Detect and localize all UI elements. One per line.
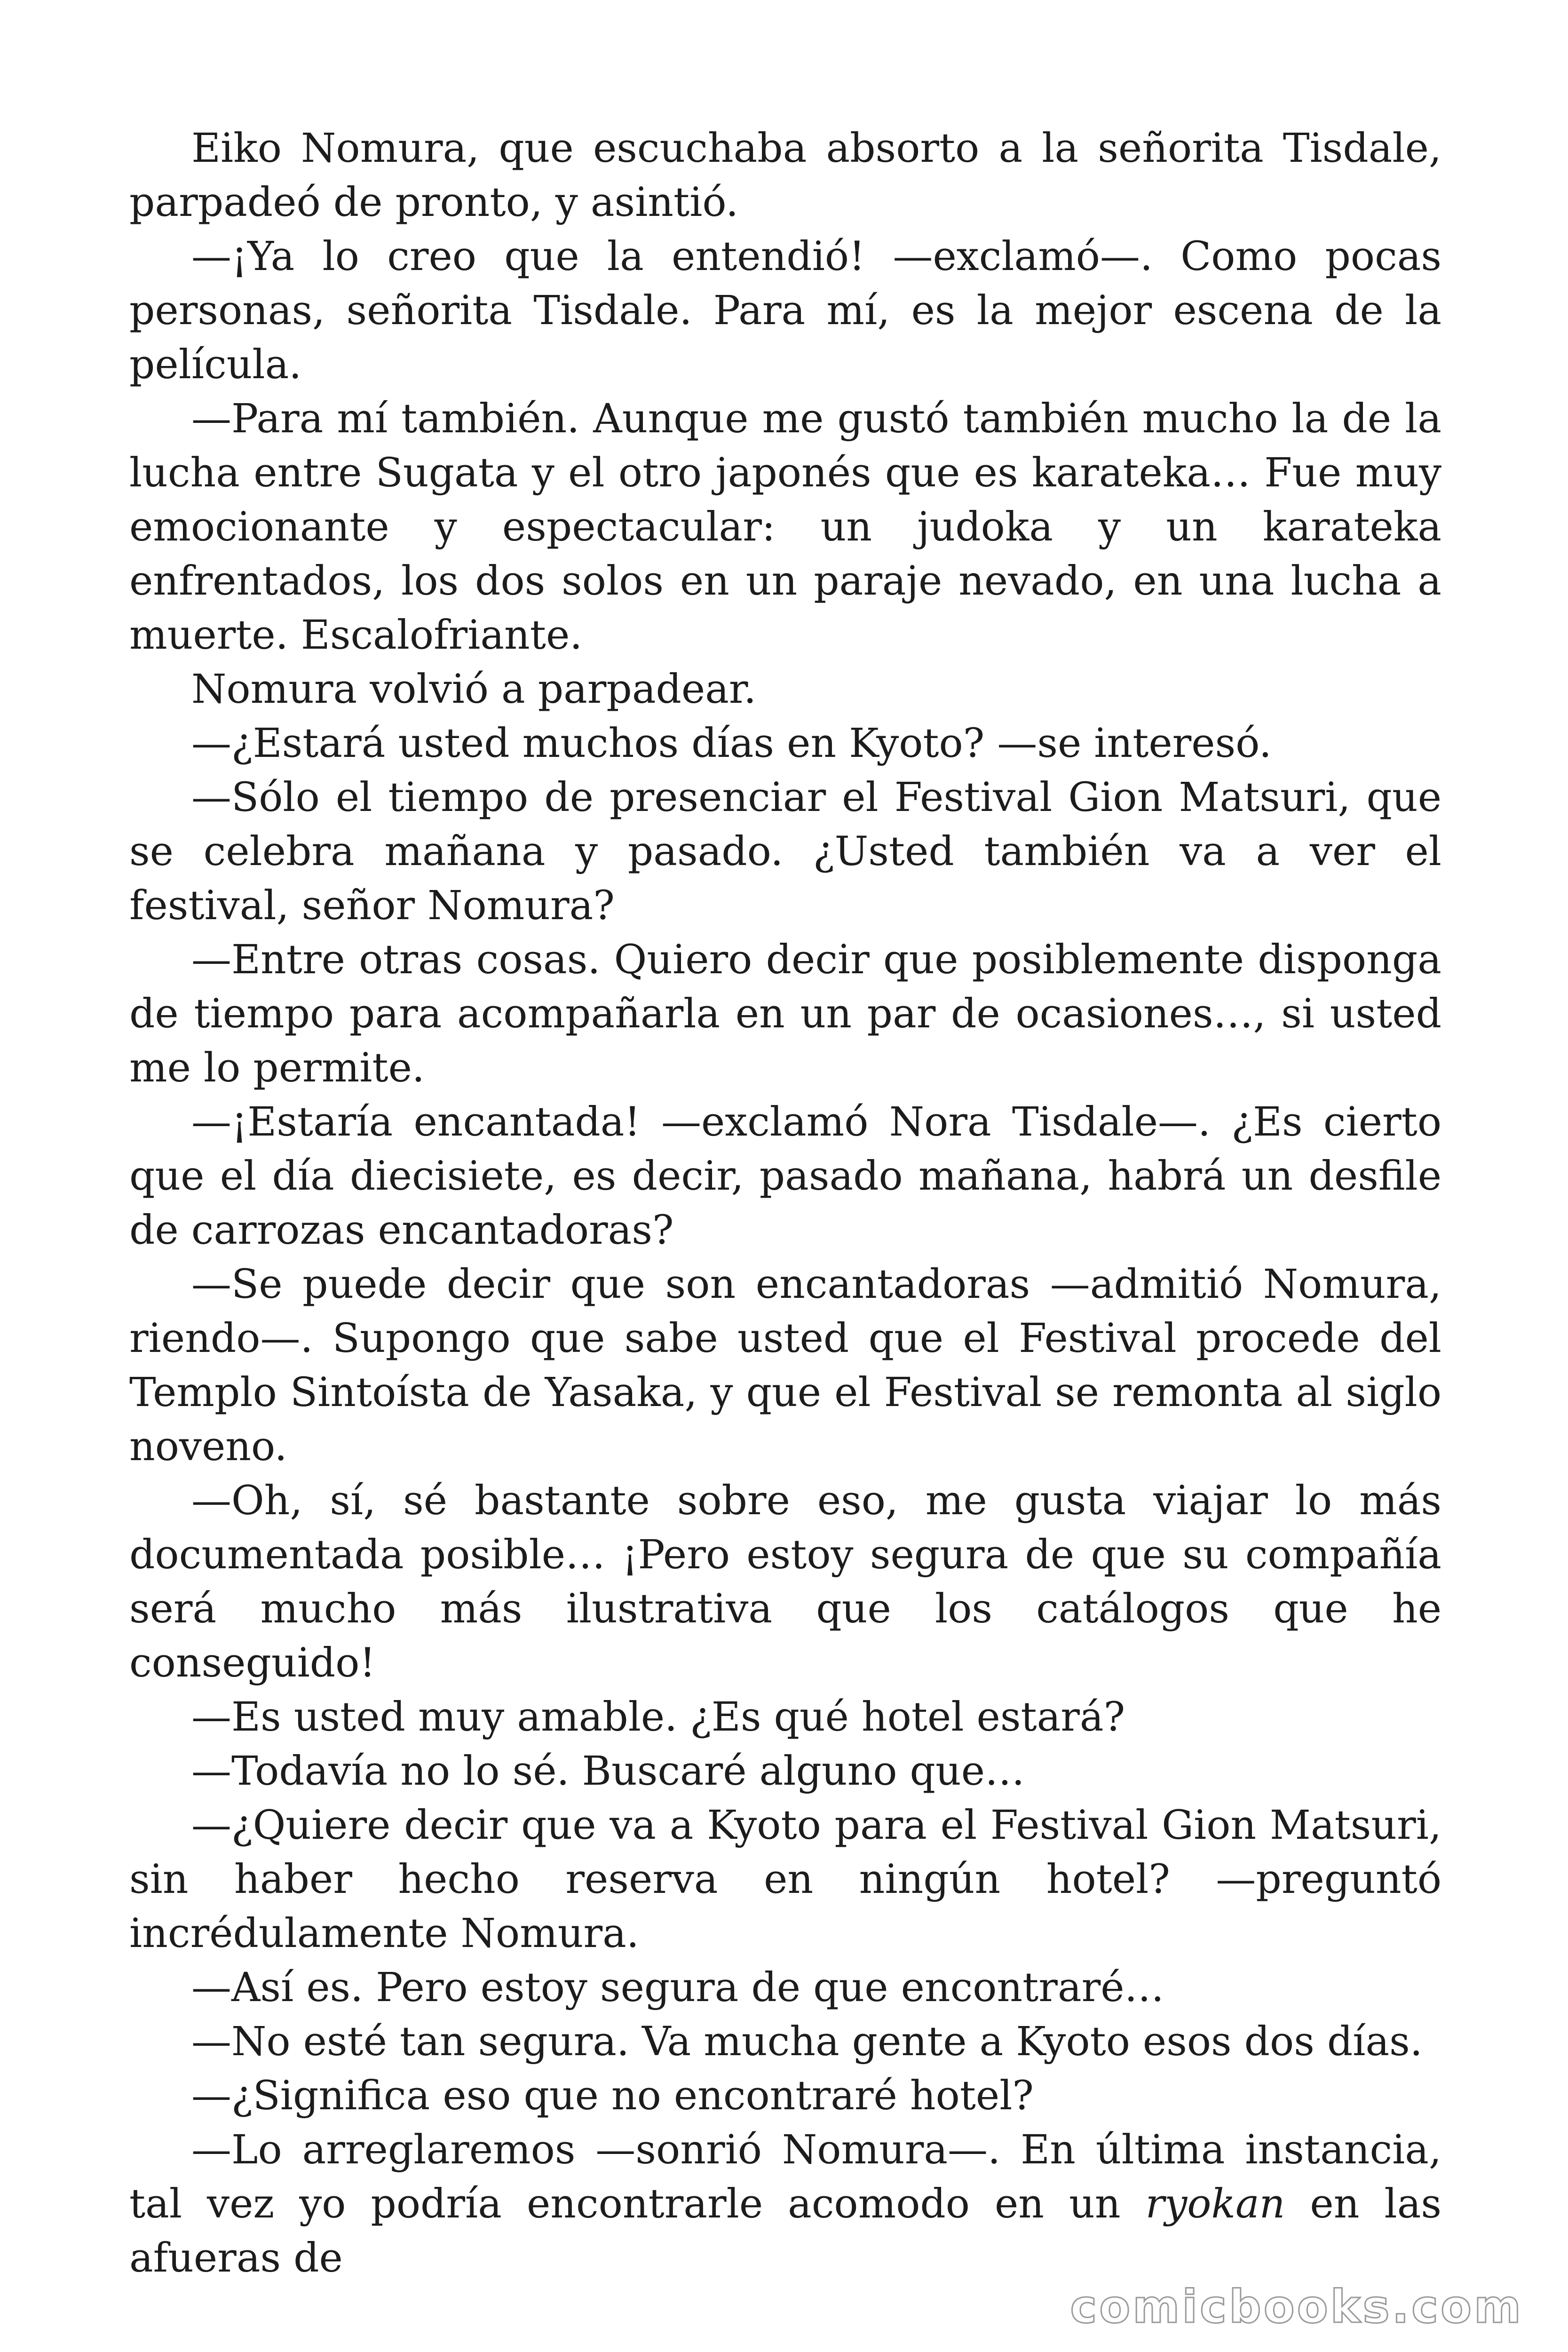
watermark: comicbooks.com (1070, 2280, 1523, 2333)
paragraph: Nomura volvió a parpadear. (191, 666, 757, 713)
paragraph: —Entre otras cosas. Quiero decir que posiblemente disponga de tiempo para acompañarla en un par de ocasiones…, si usted me lo permite. (129, 937, 1441, 1091)
paragraph: —No esté tan segura. Va mucha gente a Kyoto esos dos días. (191, 2018, 1423, 2065)
paragraph: —¿Quiere decir que va a Kyoto para el Festival Gion Matsuri, sin haber hecho reserva en ningún hotel? —preguntó incrédulamente Nomura. (129, 1802, 1441, 1957)
paragraph: —Sólo el tiempo de presenciar el Festival Gion Matsuri, que se celebra mañana y pasado. ¿Usted también va a ver el festival, señor Nomura? (129, 774, 1441, 929)
paragraph: —¡Ya lo creo que la entendió! —exclamó—. Como pocas personas, señorita Tisdale. Para mí, es la mejor escena de la película. (129, 233, 1441, 388)
last-paragraph (129, 2123, 1441, 2285)
paragraph: —Así es. Pero estoy segura de que encontraré… (191, 1964, 1164, 2011)
paragraph: —Para mí también. Aunque me gustó también mucho la de la lucha entre Sugata y el otro japonés que es karateka… Fue muy emocionante y espectacular: un judoka y un karateka enfrentados, los dos solos en un paraje nevado, en una lucha a muerte. Escalofriante. (129, 396, 1441, 659)
last-paragraph-text-after: en las afueras de (129, 2181, 1441, 2281)
paragraph: —Todavía no lo sé. Buscaré alguno que… (191, 1748, 1025, 1795)
paragraph: —¡Estaría encantada! —exclamó Nora Tisdale—. ¿Es cierto que el día diecisiete, es decir, pasado mañana, habrá un desfile de carrozas encantadoras? (129, 1099, 1441, 1254)
paragraph: —Es usted muy amable. ¿Es qué hotel estará? (191, 1694, 1125, 1740)
last-paragraph-text-before: —Lo arreglaremos —sonrió Nomura—. En última instancia, tal vez yo podría encontrarle acomodo en un (129, 2127, 1441, 2227)
page-body (129, 121, 1441, 2285)
paragraph: —¿Significa eso que no encontraré hotel? (191, 2073, 1034, 2119)
paragraph: —Se puede decir que son encantadoras —admitió Nomura, riendo—. Supongo que sabe usted que el Festival procede del Templo Sintoísta de Yasaka, y que el Festival se remonta al siglo noveno. (129, 1261, 1441, 1470)
paragraph: —¿Estará usted muchos días en Kyoto? —se interesó. (191, 720, 1272, 767)
paragraph: Eiko Nomura, que escuchaba absorto a la señorita Tisdale, parpadeó de pronto, y asintió. (129, 125, 1441, 226)
italic-term: ryokan (1145, 2181, 1285, 2227)
paragraph: —Oh, sí, sé bastante sobre eso, me gusta viajar lo más documentada posible… ¡Pero estoy segura de que su compañía será mucho más ilustrativa que los catálogos que he conseguido! (129, 1478, 1441, 1686)
